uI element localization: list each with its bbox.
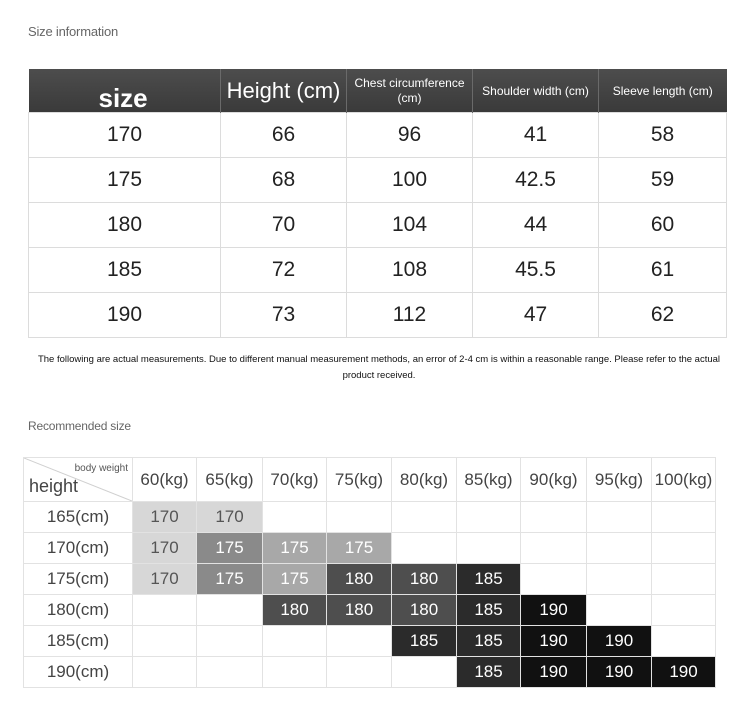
size-table <box>28 69 727 338</box>
size-cell: 47 <box>473 293 599 338</box>
empty-cell <box>587 502 652 533</box>
recommended-size-cell: 185 <box>457 657 521 688</box>
empty-cell <box>197 595 263 626</box>
weight-header: 95(kg) <box>587 458 652 502</box>
size-row <box>29 248 727 293</box>
weight-header: 65(kg) <box>197 458 263 502</box>
recommended-size-cell: 170 <box>133 533 197 564</box>
size-cell: 108 <box>347 248 473 293</box>
header-height: Height (cm) <box>221 69 347 113</box>
recommend-row <box>24 564 716 595</box>
recommended-size-cell: 190 <box>587 657 652 688</box>
recommended-size-cell: 180 <box>263 595 327 626</box>
recommended-size-cell: 185 <box>457 564 521 595</box>
header-chest: Chest circumference (cm) <box>347 69 473 113</box>
size-cell: 59 <box>599 158 727 203</box>
recommended-size-cell: 175 <box>197 564 263 595</box>
empty-cell <box>521 564 587 595</box>
recommended-size-cell: 180 <box>327 595 392 626</box>
size-row <box>29 158 727 203</box>
size-cell: 41 <box>473 113 599 158</box>
recommended-size-cell: 180 <box>392 564 457 595</box>
header-size: size <box>29 69 221 113</box>
recommend-row <box>24 533 716 564</box>
recommended-size-cell: 180 <box>392 595 457 626</box>
empty-cell <box>587 533 652 564</box>
corner-height: height <box>29 476 79 496</box>
recommended-size-cell: 185 <box>457 626 521 657</box>
size-cell: 60 <box>599 203 727 248</box>
empty-cell <box>263 657 327 688</box>
recommended-size-cell: 185 <box>392 626 457 657</box>
size-row <box>29 293 727 338</box>
recommend-header-row <box>24 458 716 502</box>
height-label: 175(cm) <box>24 564 133 595</box>
size-cell: 175 <box>29 158 221 203</box>
empty-cell <box>133 626 197 657</box>
size-cell: 70 <box>221 203 347 248</box>
recommended-size-cell: 190 <box>587 626 652 657</box>
weight-header: 75(kg) <box>327 458 392 502</box>
weight-header: 90(kg) <box>521 458 587 502</box>
recommended-size-cell: 170 <box>133 502 197 533</box>
empty-cell <box>587 595 652 626</box>
size-cell: 58 <box>599 113 727 158</box>
empty-cell <box>652 502 716 533</box>
size-row <box>29 203 727 248</box>
empty-cell <box>652 626 716 657</box>
empty-cell <box>197 626 263 657</box>
empty-cell <box>327 657 392 688</box>
height-label: 170(cm) <box>24 533 133 564</box>
measurement-note: The following are actual measurements. Due to different manual measurement methods, an error of 2-4 cm is within a reasonable range. Please refer to the actual product received. <box>37 354 721 381</box>
recommended-size-cell: 175 <box>197 533 263 564</box>
size-cell: 100 <box>347 158 473 203</box>
recommended-size-cell: 190 <box>521 595 587 626</box>
weight-header: 60(kg) <box>133 458 197 502</box>
empty-cell <box>327 502 392 533</box>
recommend-row <box>24 626 716 657</box>
weight-header: 100(kg) <box>652 458 716 502</box>
empty-cell <box>392 657 457 688</box>
size-cell: 45.5 <box>473 248 599 293</box>
size-cell: 68 <box>221 158 347 203</box>
empty-cell <box>327 626 392 657</box>
recommended-size-cell: 190 <box>521 657 587 688</box>
corner-cell <box>24 458 133 502</box>
size-cell: 44 <box>473 203 599 248</box>
recommended-size-cell: 190 <box>652 657 716 688</box>
empty-cell <box>521 533 587 564</box>
recommend-row <box>24 595 716 626</box>
empty-cell <box>133 595 197 626</box>
empty-cell <box>457 502 521 533</box>
recommended-size-cell: 180 <box>327 564 392 595</box>
size-table-header <box>29 69 727 113</box>
recommended-size-cell: 175 <box>327 533 392 564</box>
size-cell: 61 <box>599 248 727 293</box>
recommended-size-cell: 170 <box>197 502 263 533</box>
size-cell: 112 <box>347 293 473 338</box>
empty-cell <box>652 564 716 595</box>
empty-cell <box>133 657 197 688</box>
size-cell: 96 <box>347 113 473 158</box>
size-cell: 185 <box>29 248 221 293</box>
weight-header: 85(kg) <box>457 458 521 502</box>
recommend-row <box>24 657 716 688</box>
size-cell: 190 <box>29 293 221 338</box>
empty-cell <box>263 626 327 657</box>
size-cell: 66 <box>221 113 347 158</box>
recommended-size-cell: 175 <box>263 564 327 595</box>
corner-body-weight: body weight <box>74 463 128 474</box>
empty-cell <box>652 533 716 564</box>
empty-cell <box>263 502 327 533</box>
empty-cell <box>521 502 587 533</box>
size-cell: 72 <box>221 248 347 293</box>
header-shoulder: Shoulder width (cm) <box>473 69 599 113</box>
empty-cell <box>197 657 263 688</box>
size-information-title: Size information <box>28 24 119 39</box>
weight-header: 80(kg) <box>392 458 457 502</box>
recommend-table <box>23 457 716 688</box>
size-table-body <box>29 113 727 338</box>
size-cell: 62 <box>599 293 727 338</box>
empty-cell <box>457 533 521 564</box>
recommend-row <box>24 502 716 533</box>
height-label: 165(cm) <box>24 502 133 533</box>
recommended-size-cell: 185 <box>457 595 521 626</box>
height-label: 180(cm) <box>24 595 133 626</box>
weight-header: 70(kg) <box>263 458 327 502</box>
header-sleeve: Sleeve length (cm) <box>599 69 727 113</box>
size-cell: 180 <box>29 203 221 248</box>
recommended-size-title: Recommended size <box>28 419 131 433</box>
height-label: 185(cm) <box>24 626 133 657</box>
empty-cell <box>392 502 457 533</box>
recommended-size-cell: 175 <box>263 533 327 564</box>
height-label: 190(cm) <box>24 657 133 688</box>
recommended-size-cell: 190 <box>521 626 587 657</box>
size-cell: 170 <box>29 113 221 158</box>
size-cell: 73 <box>221 293 347 338</box>
empty-cell <box>392 533 457 564</box>
empty-cell <box>652 595 716 626</box>
size-cell: 42.5 <box>473 158 599 203</box>
recommended-size-cell: 170 <box>133 564 197 595</box>
empty-cell <box>587 564 652 595</box>
size-cell: 104 <box>347 203 473 248</box>
size-row <box>29 113 727 158</box>
